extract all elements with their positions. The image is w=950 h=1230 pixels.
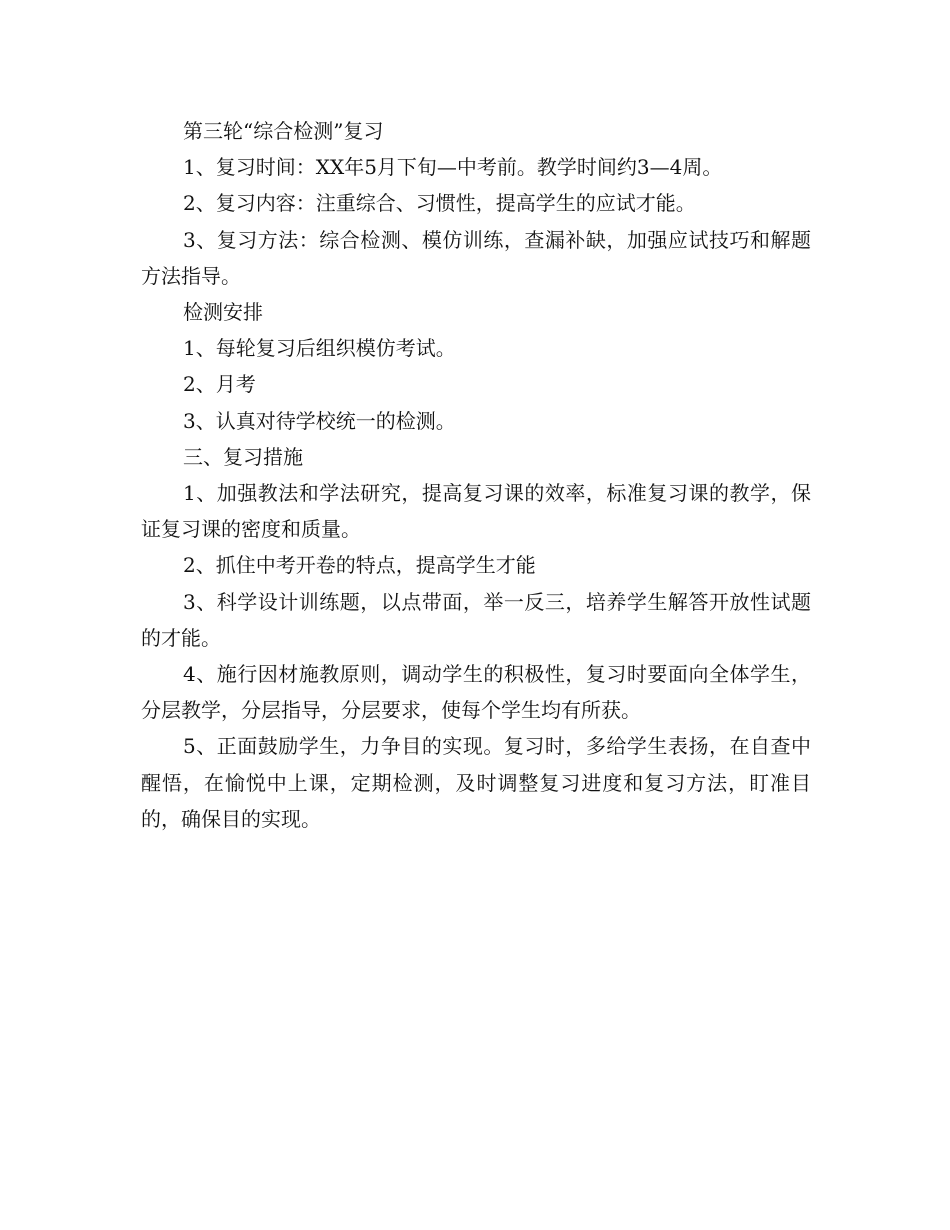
list-item: 3、认真对待学校统一的检测。 <box>183 408 456 433</box>
document-body <box>141 113 811 837</box>
list-item: 2、复习内容：注重综合、习惯性，提高学生的应试才能。 <box>183 191 696 216</box>
list-item: 4、施行因材施教原则，调动学生的积极性，复习时要面向全体学生，分层教学，分层指导，分层要求，使每个学生均有所获。 <box>141 662 811 723</box>
section-heading-test-arrangement: 检测安排 <box>183 300 263 325</box>
section-heading-review-measures: 三、复习措施 <box>183 444 303 469</box>
list-item: 2、抓住中考开卷的特点，提高学生才能 <box>183 553 536 578</box>
list-item: 3、科学设计训练题，以点带面，举一反三，培养学生解答开放性试题的才能。 <box>141 589 811 650</box>
list-item: 2、月考 <box>183 372 256 397</box>
section-heading-third-round: 第三轮“综合检测”复习 <box>183 119 384 143</box>
list-item: 1、复习时间：XX年5月下旬—中考前。教学时间约3—4周。 <box>183 155 723 180</box>
list-item: 5、正面鼓励学生，力争目的实现。复习时，多给学生表扬，在自查中醒悟，在愉悦中上课，定期检测，及时调整复习进度和复习方法，盯准目的，确保目的实现。 <box>141 734 811 831</box>
list-item: 1、每轮复习后组织模仿考试。 <box>183 336 456 361</box>
list-item: 3、复习方法：综合检测、模仿训练，查漏补缺，加强应试技巧和解题方法指导。 <box>141 227 811 288</box>
list-item: 1、加强教法和学法研究，提高复习课的效率，标准复习课的教学，保证复习课的密度和质量。 <box>141 481 811 542</box>
